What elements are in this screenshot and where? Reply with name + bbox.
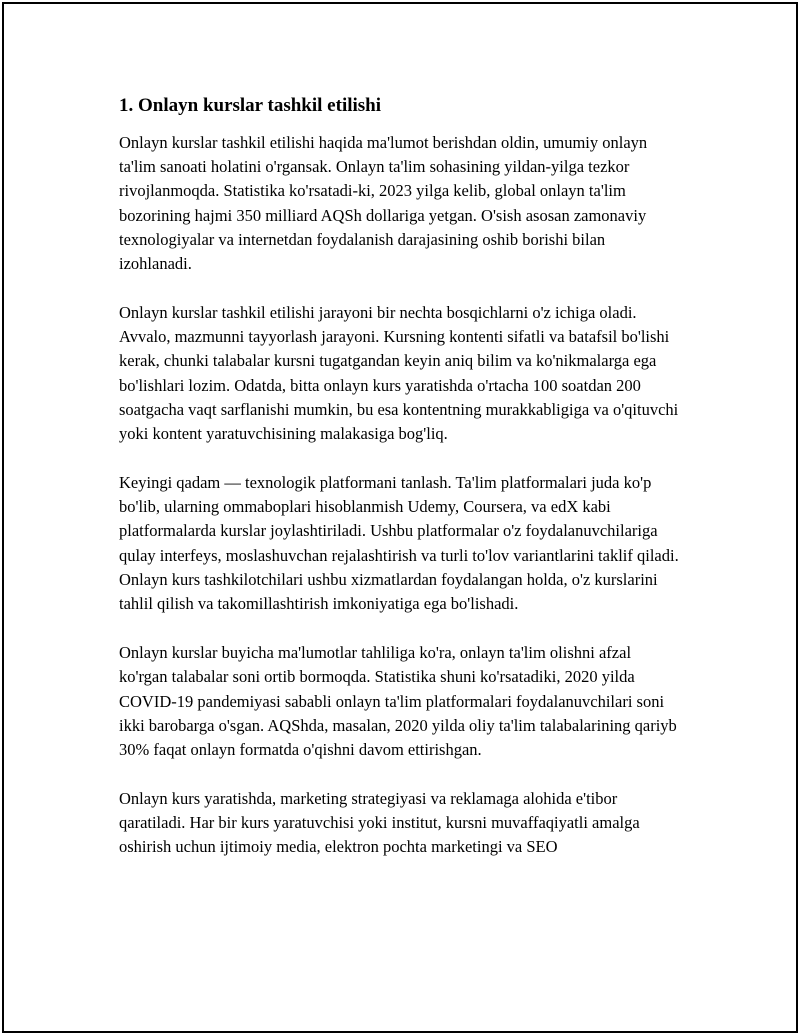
paragraph-3: Keyingi qadam — texnologik platformani tanlash. Ta'lim platformalari juda ko'p bo'lib, ularning ommaboplari hisoblanmish Udemy, Coursera, va edX kabi platformalarda kurslar joylashtiriladi. Ushbu platformalar o'z foydalanuvchilariga qulay interfeys, moslashuvchan rejalashtirish va turli to'lov variantlarini taklif qiladi. Onlayn kurs tashkilotchilari ushbu xizmatlardan foydalangan holda, o'z kurslarini tahlil qilish va takomillashtirish imkoniyatiga ega bo'lishadi. <box>119 472 679 614</box>
paragraph-1: Onlayn kurslar tashkil etilishi haqida ma'lumot berishdan oldin, umumiy onlayn ta'lim sanoati holatini o'rgansak. Onlayn ta'lim sohasining yildan-yilga tezkor rivojlanmoqda. Statistika ko'rsatadi-ki, 2023 yilga kelib, global onlayn ta'lim bozorining hajmi 350 milliard AQSh dollariga yetgan. O'sish asosan zamonaviy texnologiyalar va internetdan foydalanish darajasining oshib borishi bilan izohlanadi. <box>119 132 648 274</box>
paragraph-2: Onlayn kurslar tashkil etilishi jarayoni bir nechta bosqichlarni o'z ichiga oladi. Avvalo, mazmunni tayyorlash jarayoni. Kursning kontenti sifatli va batafsil bo'lishi kerak, chunki talabalar kursni tugatgandan keyin aniq bilim va ko'nikmalarga ega bo'lishlari lozim. Odatda, bitta onlayn kurs yaratishda o'rtacha 100 soatdan 200 soatgacha vaqt sarflanishi mumkin, bu esa kontentning murakkabligiga va o'qituvchi yoki kontent yaratuvchisining malakasiga bog'liq. <box>119 302 679 444</box>
paragraph-5: Onlayn kurs yaratishda, marketing strategiyasi va reklamaga alohida e'tibor qaratiladi. Har bir kurs yaratuvchisi yoki institut, kursni muvaffaqiyatli amalga oshirish uchun ijtimoiy media, elektron pochta marketingi va SEO <box>119 788 640 857</box>
document-body <box>119 94 679 884</box>
section-heading: 1. Onlayn kurslar tashkil etilishi <box>119 95 382 116</box>
document-page <box>2 2 798 1033</box>
paragraph-4: Onlayn kurslar buyicha ma'lumotlar tahliliga ko'ra, onlayn ta'lim olishni afzal ko'rgan talabalar soni ortib bormoqda. Statistika shuni ko'rsatadiki, 2020 yilda COVID-19 pandemiyasi sababli onlayn ta'lim platformalari foydalanuvchilari soni ikki barobarga o'sgan. AQShda, masalan, 2020 yilda oliy ta'lim talabalarining qariyb 30% faqat onlayn formatda o'qishni davom ettirishgan. <box>119 642 677 760</box>
